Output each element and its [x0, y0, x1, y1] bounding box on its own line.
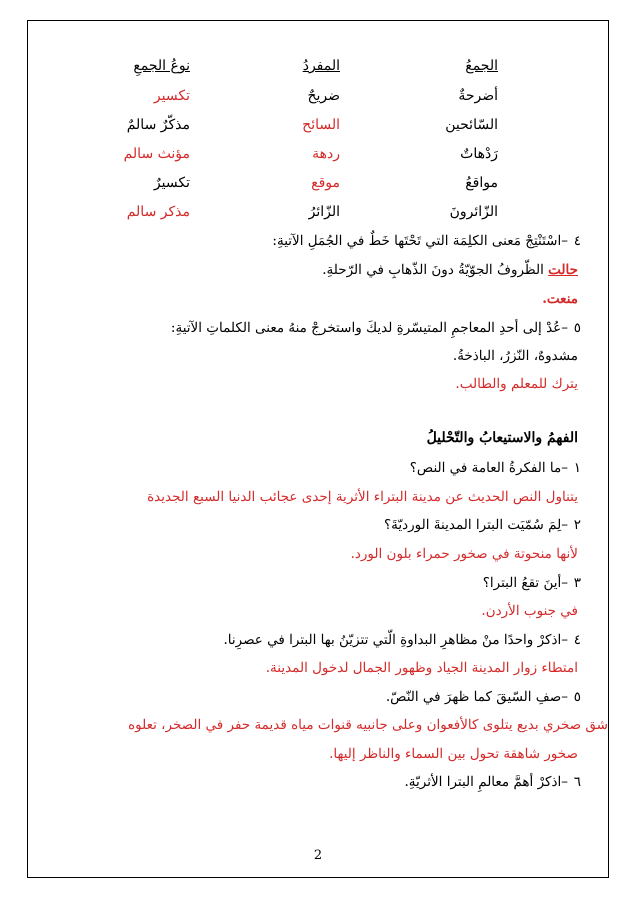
- question-number: ٥: [573, 320, 581, 336]
- question-number: ٣: [573, 575, 581, 591]
- row-singular: ردهة: [312, 146, 340, 162]
- answer-text: لأنها منحوتة في صخور حمراء بلون الورد.: [350, 546, 578, 562]
- header-plural: الجمعُ: [465, 58, 498, 74]
- header-plural-type: نوعُ الجمعِ: [133, 58, 190, 74]
- answer-text: في جنوب الأردن.: [481, 603, 578, 619]
- row-type: مذكر سالم: [126, 204, 190, 220]
- underlined-word: حالت: [548, 262, 578, 278]
- question-text: –صفِ السّيقَ كما ظهرَ في النّصّ.: [385, 689, 568, 705]
- row-singular: السائح: [302, 117, 340, 133]
- word-list: مشدوهٌ، النّزرُ، الباذخةُ.: [452, 348, 578, 364]
- answer-text: منعت.: [542, 291, 578, 307]
- table-row: [0, 88, 636, 112]
- sentence-rest: الظّروفُ الجوّيّةُ دونَ الذّهابِ في الرّحلةِ.: [322, 262, 549, 278]
- question-number: ٤: [573, 632, 581, 648]
- question-prompt: –عُدْ إلى أحدِ المعاجمِ المتيسّرةِ لديكَ واستخرجْ منهُ معنى الكلماتِ الآتيةِ:: [170, 320, 568, 336]
- answer-text: شق صخري بديع يتلوى كالأفعوان وعلى جانبيه قنوات مياه قديمة حفر في الصخر، تعلوه: [128, 717, 608, 733]
- row-type: مذكّرٌ سالمٌ: [126, 117, 190, 133]
- page-number: 2: [313, 848, 323, 863]
- table-row: [0, 146, 636, 170]
- answer-text: يترك للمعلم والطالب.: [455, 376, 578, 392]
- question-prompt: –اسْتَنْتِجْ مَعنى الكلِمَة التي تَحْتَها خَطٌ في الجُمَلِ الآتيةِ:: [272, 233, 568, 249]
- question-text: –اذكرْ أهمَّ معالمِ البترا الأثريّةِ.: [404, 774, 568, 790]
- row-type: تكسير: [153, 88, 190, 104]
- row-plural: رَدْهاتٌ: [460, 146, 498, 162]
- answer-text: يتناول النص الحديث عن مدينة البتراء الأثرية إحدى عجائب الدنيا السبع الجديدة: [147, 489, 578, 505]
- row-plural: مواقعُ: [465, 175, 498, 191]
- table-row: [0, 175, 636, 199]
- row-plural: أضرحةٌ: [458, 88, 498, 104]
- example-sentence: [58, 262, 578, 278]
- question-number: ٢: [573, 517, 581, 533]
- question-text: –ما الفكرةُ العامة في النص؟: [409, 460, 568, 476]
- table-header-row: [0, 58, 636, 82]
- question-text: –أينَ تقعُ البترا؟: [482, 575, 568, 591]
- table-row: [0, 117, 636, 141]
- question-number: ٤: [573, 233, 581, 249]
- section-title: الفهمُ والاستيعابُ والتّحْليلُ: [426, 430, 578, 446]
- row-plural: الزّائرونَ: [449, 204, 498, 220]
- row-plural: السّائحين: [445, 117, 498, 133]
- question-text: –اذكرْ واحدًا منْ مظاهرِ البداوةِ الّتي تتزيّنُ بها البترا في عصرِنا.: [223, 632, 568, 648]
- question-number: ٥: [573, 689, 581, 705]
- answer-text: امتطاء زوار المدينة الجياد وظهور الجمال لدخول المدينة.: [265, 660, 578, 676]
- row-singular: الزّائرُ: [308, 204, 340, 220]
- row-type: تكسيرٌ: [153, 175, 190, 191]
- row-type: مؤنث سالم: [123, 146, 190, 162]
- row-singular: موقع: [311, 175, 340, 191]
- header-singular: المفردُ: [302, 58, 340, 74]
- question-number: ١: [573, 460, 581, 476]
- question-text: –لِمَ سُمّيَت البترا المدينةَ الورديّةَ؟: [383, 517, 568, 533]
- table-row: [0, 204, 636, 228]
- row-singular: ضريحٌ: [307, 88, 340, 104]
- answer-text: صخور شاهقة تحول بين السماء والناظر إليها.: [329, 746, 578, 762]
- question-number: ٦: [573, 774, 581, 790]
